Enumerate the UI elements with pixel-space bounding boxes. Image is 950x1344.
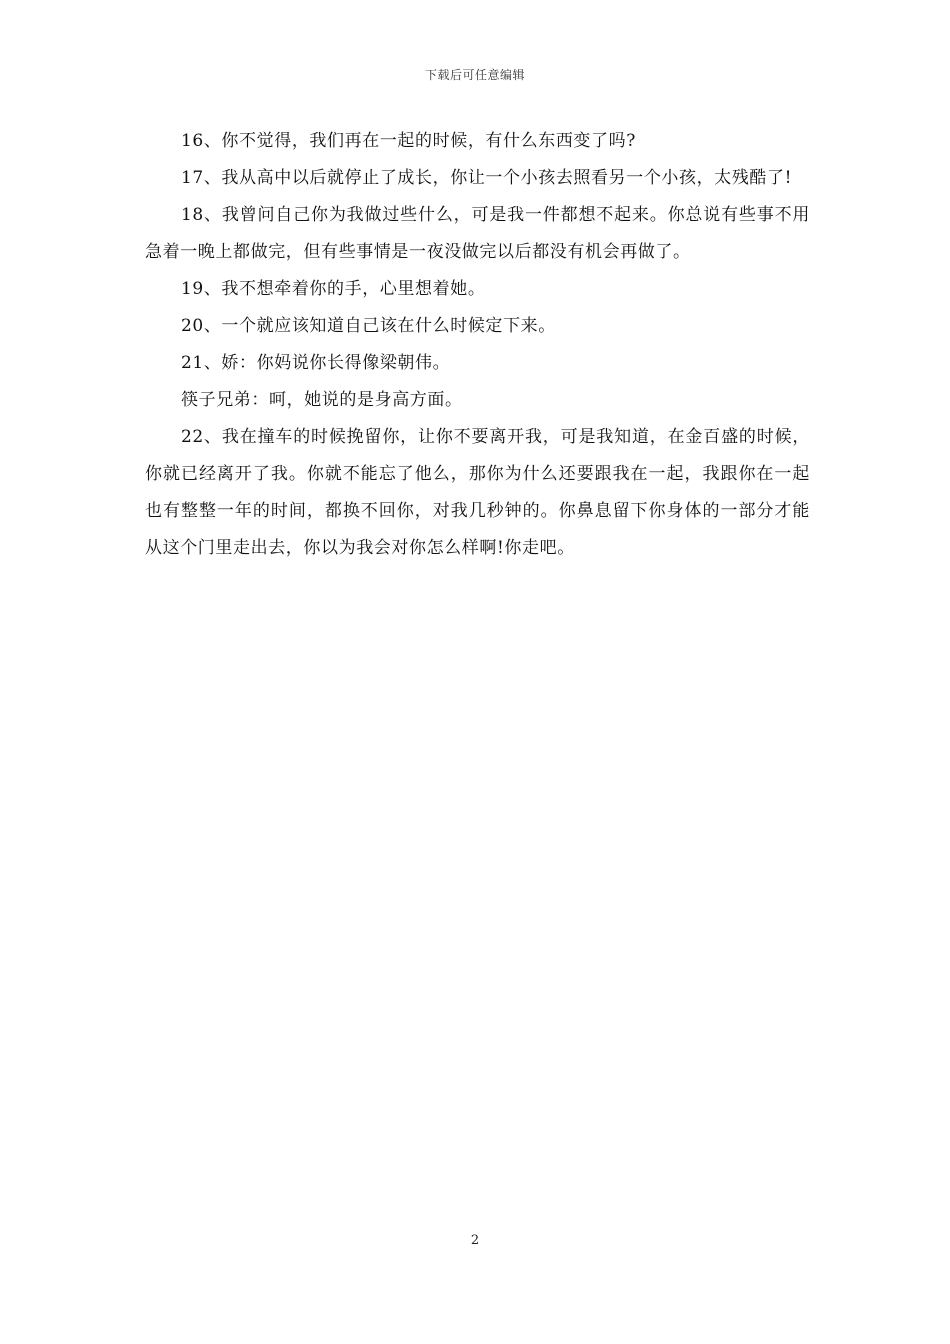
paragraph-19: 19、我不想牵着你的手，心里想着她。 [181,279,486,299]
paragraph-21: 21、娇：你妈说你长得像梁朝伟。 [181,353,451,373]
page-number: 2 [470,1233,480,1248]
paragraph-16: 16、你不觉得，我们再在一起的时候，有什么东西变了吗? [181,131,636,151]
page-header: 下载后可任意编辑 [424,68,525,82]
document-body [145,123,810,567]
paragraph-17: 17、我从高中以后就停止了成长，你让一个小孩去照看另一个小孩，太残酷了! [181,168,793,188]
paragraph-22: 22、我在撞车的时候挽留你，让你不要离开我，可是我知道，在金百盛的时候，你就已经离开了我。你就不能忘了他么，那你为什么还要跟我在一起，我跟你在一起也有整整一年的时间，都换不回你，对我几秒钟的。你鼻息留下你身体的一部分才能从这个门里走出去，你以为我会对你怎么样啊!你走吧。 [145,427,810,558]
paragraph-21-reply: 筷子兄弟：呵，她说的是身高方面。 [181,390,463,410]
paragraph-18: 18、我曾问自己你为我做过些什么，可是我一件都想不起来。你总说有些事不用急着一晚上都做完，但有些事情是一夜没做完以后都没有机会再做了。 [145,205,810,262]
paragraph-20: 20、一个就应该知道自己该在什么时候定下来。 [181,316,556,336]
